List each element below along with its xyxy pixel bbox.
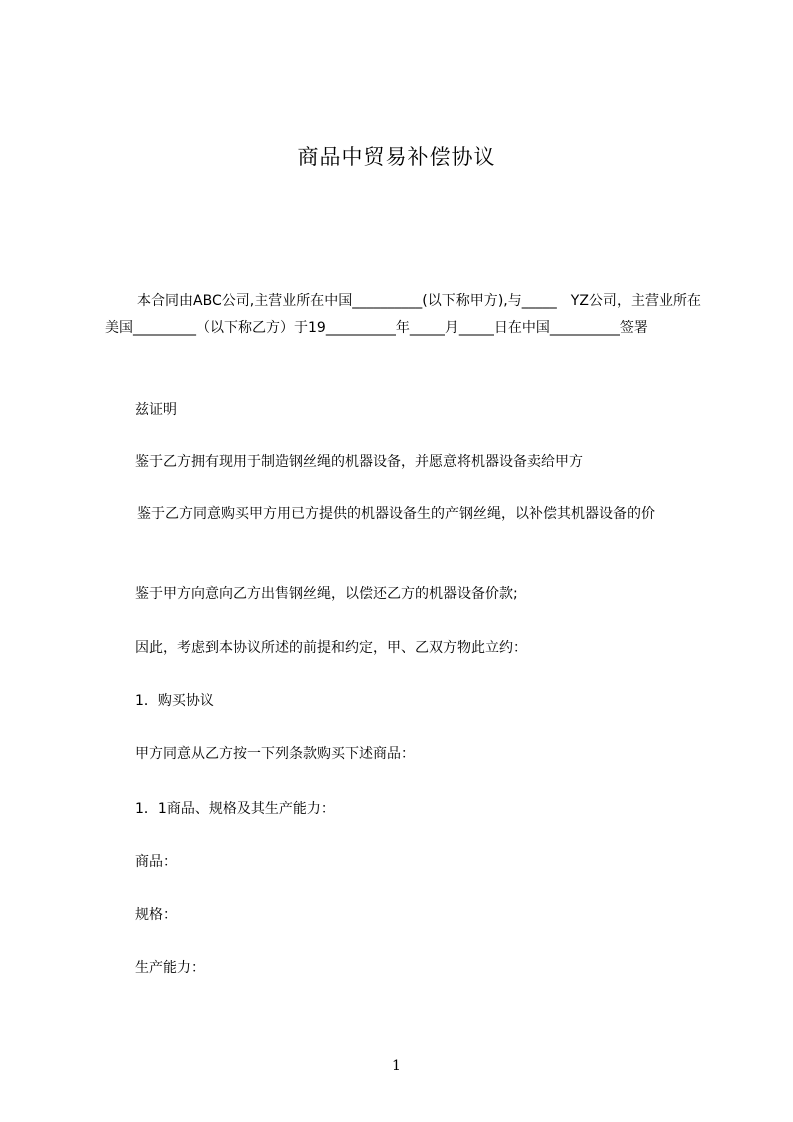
page-number: 1 xyxy=(392,1058,401,1074)
goods-field-label: 商品： xyxy=(135,854,177,870)
section-1-heading: 1．购买协议 xyxy=(135,693,214,709)
section-1-text: 甲方同意从乙方按一下列条款购买下述商品： xyxy=(135,746,415,762)
whereas-paragraph-1: 鉴于乙方拥有现用于制造钢丝绳的机器设备，并愿意将机器设备卖给甲方 xyxy=(135,454,583,470)
whereas-paragraph-3: 鉴于甲方向意向乙方出售钢丝绳，以偿还乙方的机器设备价款; xyxy=(135,586,518,602)
document-title: 商品中贸易补偿协议 xyxy=(297,145,496,169)
capacity-field-label: 生产能力： xyxy=(135,960,205,976)
spec-field-label: 规格： xyxy=(135,907,177,923)
therefore-paragraph: 因此，考虑到本协议所述的前提和约定，甲、乙双方物此立约： xyxy=(135,640,527,656)
section-1-1-heading: 1．1商品、规格及其生产能力： xyxy=(135,801,335,817)
witness-line: 兹证明 xyxy=(135,402,177,418)
whereas-paragraph-2: 鉴于乙方同意购买甲方用已方提供的机器设备生的产钢丝绳，以补偿其机器设备的价 xyxy=(137,506,655,522)
intro-paragraph: 本合同由ABC公司,主营业所在中国__________(以下称甲方),与_____ YZ公司，主营业所在美国_________（以下称乙方）于19__________年_____月_____日在中国__________签署 xyxy=(105,293,701,336)
